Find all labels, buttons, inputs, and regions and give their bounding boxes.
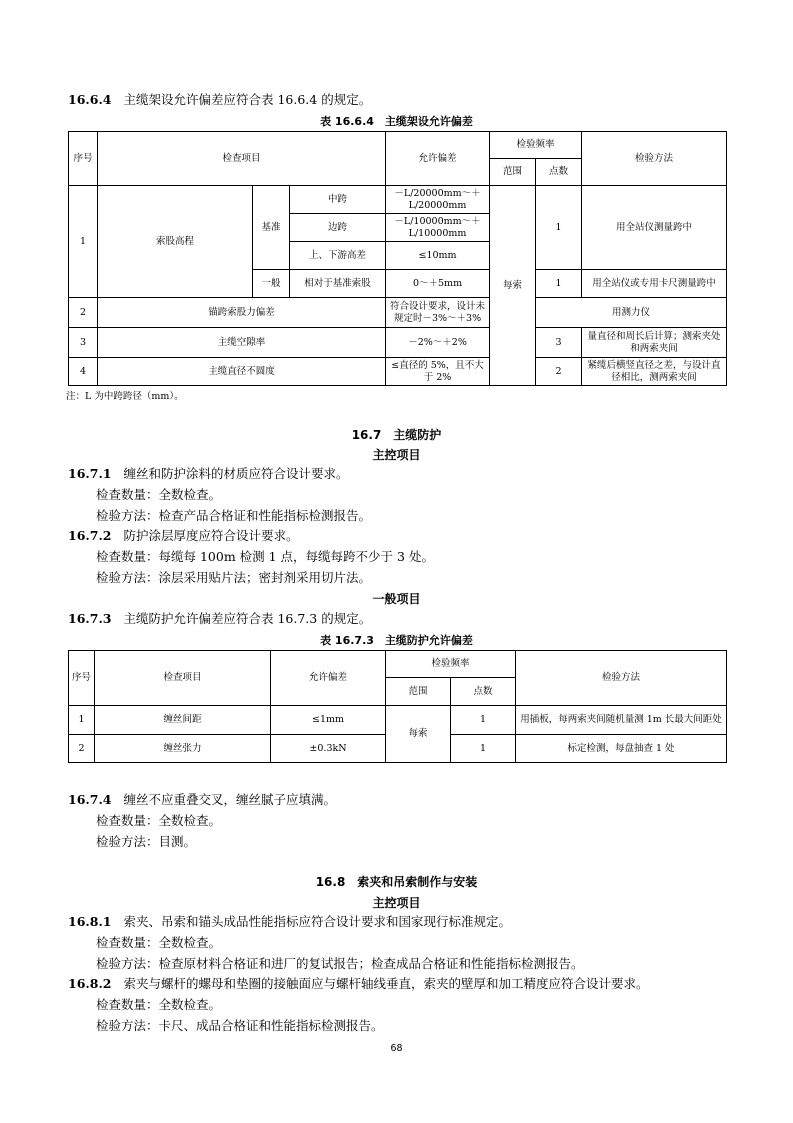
clause-text: 索夹与螺杆的螺母和垫圈的接触面应与螺杆轴线垂直，索夹的壁厚和加工精度应符合设计要求。 (123, 976, 649, 991)
clause-number: 16.8.2 (68, 976, 112, 991)
cell-item: 主缆空隙率 (98, 328, 386, 358)
th-freq: 检验频率 (386, 651, 516, 678)
section-title-16-7: 16.7 主缆防护 (351, 428, 442, 442)
cell-seq: 2 (69, 298, 98, 328)
check-quantity: 检查数量：全数检查。 (96, 813, 222, 828)
cell-tol: 符合设计要求，设计未规定时－3%～＋3% (386, 298, 490, 328)
main-control-heading: 主控项目 (372, 448, 421, 462)
cell-tol: －2%～＋2% (386, 328, 490, 358)
cell-range: 每索 (386, 706, 451, 763)
cell-gen-method: 用全站仪或专用卡尺测量跨中 (582, 270, 727, 298)
clause-text: 缠丝不应重叠交叉，缠丝腻子应填满。 (123, 792, 337, 807)
th-tol: 允许偏差 (271, 651, 386, 706)
clause-number: 16.7.4 (68, 792, 112, 807)
cell-points: 1 (451, 706, 516, 735)
th-tol: 允许偏差 (386, 132, 490, 186)
cell-rel-tol: 0～＋5mm (386, 270, 490, 298)
table-16-6-4 (68, 131, 727, 386)
clause-16-7-4 (68, 792, 336, 808)
cell-updown: 上、下游高差 (290, 242, 386, 270)
th-item: 检查项目 (98, 132, 386, 186)
th-method: 检验方法 (582, 132, 727, 186)
cell-method: 用测力仪 (536, 298, 727, 328)
cell-ref: 基准 (253, 186, 290, 270)
cell-points: 3 (536, 328, 582, 358)
clause-16-7-2 (68, 528, 299, 544)
cell-item: 缠丝间距 (95, 706, 271, 735)
cell-item: 索股高程 (98, 186, 253, 298)
cell-seq: 2 (69, 735, 95, 763)
cell-ref-points: 1 (536, 186, 582, 270)
cell-range: 每索 (490, 186, 536, 386)
check-method: 检验方法：目测。 (96, 834, 197, 849)
clause-number: 16.8.1 (68, 914, 112, 929)
cell-rel: 相对于基准索股 (290, 270, 386, 298)
cell-gen-points: 1 (536, 270, 582, 298)
th-seq: 序号 (69, 651, 95, 706)
clause-text: 主缆架设允许偏差应符合表 16.6.4 的规定。 (123, 92, 372, 107)
clause-16-8-1 (68, 914, 511, 930)
th-freq: 检验频率 (490, 132, 582, 159)
check-method: 检验方法：检查产品合格证和性能指标检测报告。 (96, 508, 372, 523)
cell-item: 主缆直径不圆度 (98, 358, 386, 386)
cell-seq: 1 (69, 186, 98, 298)
th-range: 范围 (490, 159, 536, 186)
clause-number: 16.7.1 (68, 466, 112, 481)
cell-ref-method: 用全站仪测量跨中 (582, 186, 727, 270)
check-quantity: 检查数量：全数检查。 (96, 997, 222, 1012)
table-note: 注：L 为中跨跨径（mm）。 (66, 391, 184, 402)
th-item: 检查项目 (95, 651, 271, 706)
cell-side-tol: －L/10000mm～＋L/10000mm (386, 214, 490, 242)
check-quantity: 检查数量：全数检查。 (96, 487, 222, 502)
clause-16-8-2 (68, 976, 649, 992)
page-number: 68 (390, 1043, 403, 1054)
general-heading: 一般项目 (372, 592, 421, 606)
clause-number: 16.7.2 (68, 528, 112, 543)
cell-item: 锚跨索股力偏差 (98, 298, 386, 328)
clause-text: 索夹、吊索和锚头成品性能指标应符合设计要求和国家现行标准规定。 (123, 914, 512, 929)
cell-seq: 3 (69, 328, 98, 358)
clause-number: 16.7.3 (68, 611, 112, 626)
clause-text: 缠丝和防护涂料的材质应符合设计要求。 (123, 466, 349, 481)
cell-seq: 4 (69, 358, 98, 386)
th-seq: 序号 (69, 132, 98, 186)
cell-tol: ±0.3kN (271, 735, 386, 763)
clause-text: 防护涂层厚度应符合设计要求。 (123, 528, 299, 543)
cell-side: 边跨 (290, 214, 386, 242)
cell-general: 一般 (253, 270, 290, 298)
cell-seq: 1 (69, 706, 95, 735)
cell-method: 紧缆后横竖直径之差，与设计直径相比，测两索夹间 (582, 358, 727, 386)
cell-points: 2 (536, 358, 582, 386)
check-quantity: 检查数量：每缆每 100m 检测 1 点，每缆每跨不少于 3 处。 (96, 549, 434, 564)
cell-item: 缠丝张力 (95, 735, 271, 763)
table-16-7-3 (68, 650, 727, 763)
cell-tol: ≤1mm (271, 706, 386, 735)
cell-mid-tol: －L/20000mm～＋L/20000mm (386, 186, 490, 214)
clause-number: 16.6.4 (68, 92, 112, 107)
cell-method: 用插板，每两索夹间随机量测 1m 长最大间距处 (516, 706, 727, 735)
th-points: 点数 (451, 678, 516, 706)
th-range: 范围 (386, 678, 451, 706)
section-title-16-8: 16.8 索夹和吊索制作与安装 (315, 875, 478, 889)
cell-points: 1 (451, 735, 516, 763)
cell-method: 量直径和周长后计算；测索夹处和两索夹间 (582, 328, 727, 358)
th-method: 检验方法 (516, 651, 727, 706)
clause-16-7-1 (68, 466, 349, 482)
table-16-6-4-caption: 表 16.6.4 主缆架设允许偏差 (320, 115, 473, 128)
clause-16-6-4 (68, 92, 371, 108)
cell-mid: 中跨 (290, 186, 386, 214)
check-method: 检验方法：检查原材料合格证和进厂的复试报告；检查成品合格证和性能指标检测报告。 (96, 956, 584, 971)
check-method: 检验方法：卡尺、成品合格证和性能指标检测报告。 (96, 1018, 384, 1033)
cell-tol: ≤直径的 5%，且不大于 2% (386, 358, 490, 386)
check-method: 检验方法：涂层采用贴片法；密封剂采用切片法。 (96, 570, 372, 585)
cell-method: 标定检测，每盘抽查 1 处 (516, 735, 727, 763)
main-control-heading: 主控项目 (372, 896, 421, 910)
clause-text: 主缆防护允许偏差应符合表 16.7.3 的规定。 (123, 611, 372, 626)
cell-updown-tol: ≤10mm (386, 242, 490, 270)
clause-16-7-3 (68, 611, 371, 627)
check-quantity: 检查数量：全数检查。 (96, 935, 222, 950)
th-points: 点数 (536, 159, 582, 186)
table-16-7-3-caption: 表 16.7.3 主缆防护允许偏差 (320, 634, 473, 647)
